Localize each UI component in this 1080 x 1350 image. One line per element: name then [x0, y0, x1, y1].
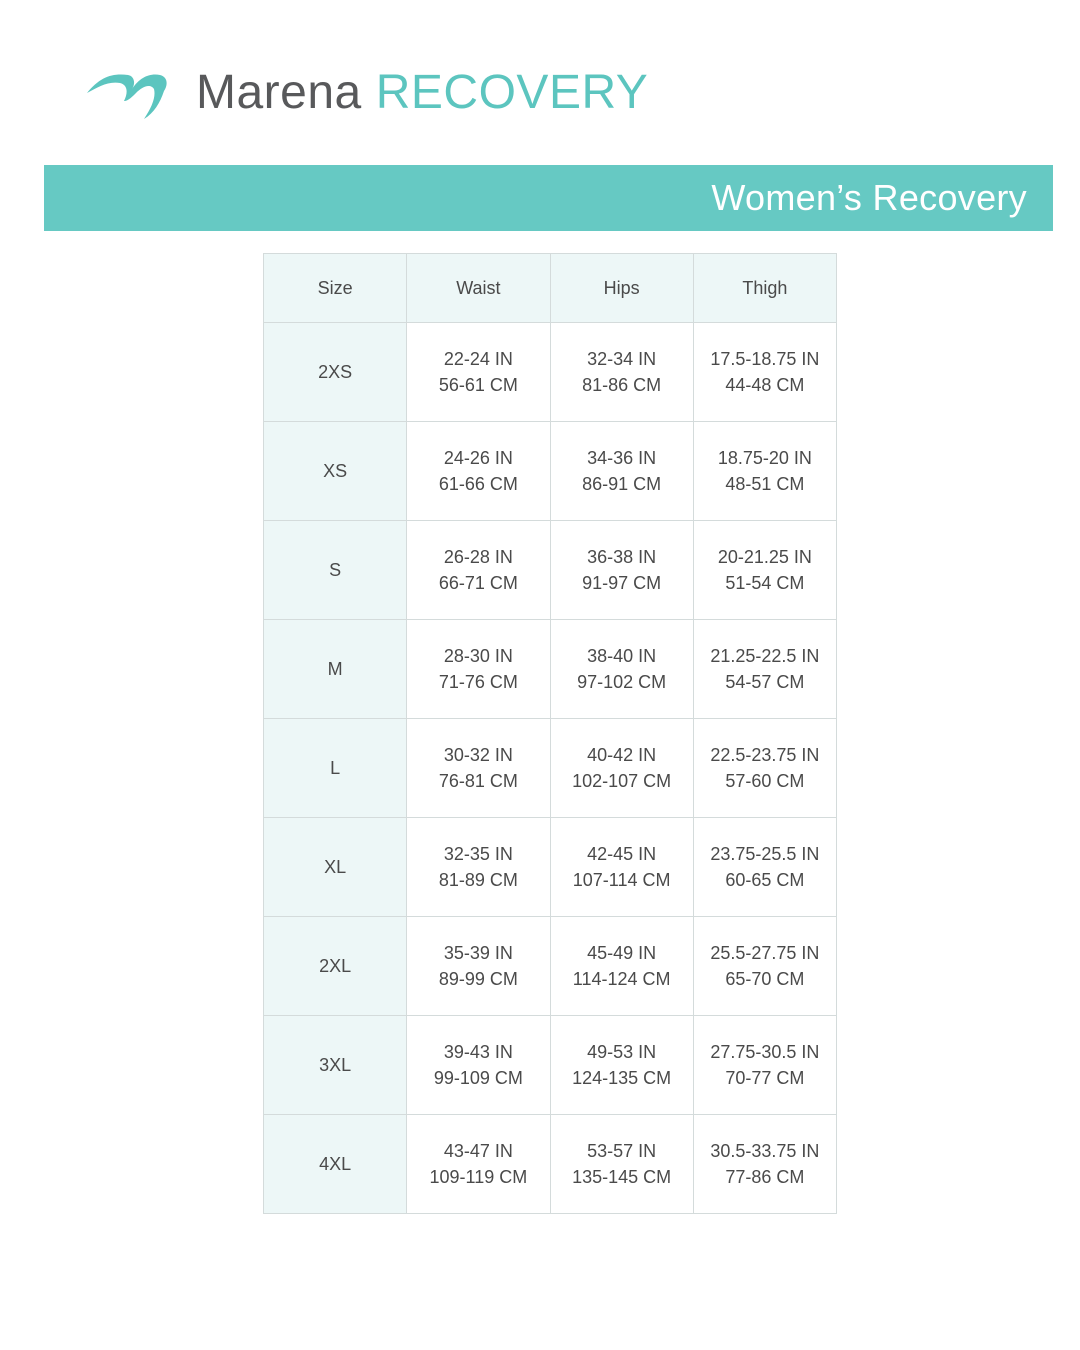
- thigh-centimeters: 70-77 CM: [725, 1068, 805, 1088]
- table-row: [264, 719, 837, 818]
- size-cell: 2XS: [264, 323, 407, 422]
- hips-inches: 36-38 IN: [587, 547, 657, 567]
- hips-centimeters: 86-91 CM: [582, 474, 662, 494]
- hips-centimeters: 97-102 CM: [577, 672, 667, 692]
- waist-inches: 43-47 IN: [443, 1141, 513, 1161]
- waist-cell: [407, 917, 550, 1016]
- hips-centimeters: 102-107 CM: [572, 771, 672, 791]
- waist-inches: 24-26 IN: [443, 448, 513, 468]
- waist-cell: [407, 323, 550, 422]
- thigh-cell: [693, 323, 836, 422]
- size-cell: M: [264, 620, 407, 719]
- waist-centimeters: 76-81 CM: [438, 771, 518, 791]
- table-row: [264, 917, 837, 1016]
- waist-cell: [407, 422, 550, 521]
- header-size: Size: [264, 254, 407, 323]
- hips-centimeters: 124-135 CM: [572, 1068, 672, 1088]
- waist-cell: [407, 818, 550, 917]
- thigh-inches: 30.5-33.75 IN: [710, 1141, 820, 1161]
- size-cell: L: [264, 719, 407, 818]
- thigh-cell: [693, 917, 836, 1016]
- hips-inches: 45-49 IN: [587, 943, 657, 963]
- size-cell: XL: [264, 818, 407, 917]
- header-waist: Waist: [407, 254, 550, 323]
- hips-cell: [550, 521, 693, 620]
- table-row: [264, 1016, 837, 1115]
- table-row: [264, 422, 837, 521]
- thigh-cell: [693, 620, 836, 719]
- thigh-cell: [693, 422, 836, 521]
- hips-inches: 53-57 IN: [587, 1141, 657, 1161]
- brand-sub: RECOVERY: [375, 66, 649, 119]
- thigh-inches: 20-21.25 IN: [717, 547, 812, 567]
- thigh-centimeters: 44-48 CM: [725, 375, 805, 395]
- thigh-cell: [693, 818, 836, 917]
- thigh-cell: [693, 521, 836, 620]
- size-cell: XS: [264, 422, 407, 521]
- size-rows: [264, 323, 837, 1214]
- size-cell: S: [264, 521, 407, 620]
- waist-centimeters: 81-89 CM: [438, 870, 518, 890]
- size-cell: 4XL: [264, 1115, 407, 1214]
- hips-centimeters: 135-145 CM: [572, 1167, 672, 1187]
- thigh-inches: 17.5-18.75 IN: [710, 349, 820, 369]
- hips-inches: 38-40 IN: [587, 646, 657, 666]
- waist-cell: [407, 620, 550, 719]
- hips-inches: 32-34 IN: [587, 349, 657, 369]
- waist-centimeters: 99-109 CM: [433, 1068, 523, 1088]
- thigh-inches: 22.5-23.75 IN: [710, 745, 820, 765]
- waist-inches: 26-28 IN: [443, 547, 513, 567]
- waist-inches: 39-43 IN: [443, 1042, 513, 1062]
- waist-cell: [407, 1115, 550, 1214]
- brand-name: Marena: [196, 66, 362, 119]
- marena-wave-logo-icon: [84, 61, 184, 125]
- thigh-inches: 18.75-20 IN: [717, 448, 812, 468]
- thigh-inches: 21.25-22.5 IN: [710, 646, 820, 666]
- table-row: [264, 521, 837, 620]
- thigh-centimeters: 57-60 CM: [725, 771, 805, 791]
- thigh-centimeters: 48-51 CM: [725, 474, 805, 494]
- waist-inches: 35-39 IN: [443, 943, 513, 963]
- hips-cell: [550, 323, 693, 422]
- waist-cell: [407, 521, 550, 620]
- thigh-inches: 23.75-25.5 IN: [710, 844, 820, 864]
- hips-centimeters: 114-124 CM: [572, 969, 671, 989]
- brand-logo: [84, 58, 648, 128]
- waist-centimeters: 71-76 CM: [438, 672, 518, 692]
- hips-cell: [550, 1115, 693, 1214]
- thigh-inches: 27.75-30.5 IN: [710, 1042, 820, 1062]
- hips-inches: 49-53 IN: [587, 1042, 657, 1062]
- waist-centimeters: 109-119 CM: [429, 1167, 528, 1187]
- thigh-cell: [693, 1115, 836, 1214]
- waist-centimeters: 56-61 CM: [438, 375, 518, 395]
- header-hips: Hips: [550, 254, 693, 323]
- hips-centimeters: 91-97 CM: [582, 573, 662, 593]
- waist-centimeters: 89-99 CM: [438, 969, 518, 989]
- size-chart-table: [263, 253, 837, 1214]
- section-banner: [44, 165, 1053, 231]
- waist-centimeters: 61-66 CM: [438, 474, 518, 494]
- size-cell: 2XL: [264, 917, 407, 1016]
- table-row: [264, 620, 837, 719]
- hips-cell: [550, 1016, 693, 1115]
- size-cell: 3XL: [264, 1016, 407, 1115]
- hips-centimeters: 107-114 CM: [572, 870, 671, 890]
- hips-inches: 42-45 IN: [587, 844, 657, 864]
- waist-inches: 32-35 IN: [443, 844, 513, 864]
- table-row: [264, 1115, 837, 1214]
- banner-title: Women’s Recovery: [711, 177, 1027, 218]
- thigh-centimeters: 65-70 CM: [725, 969, 805, 989]
- thigh-centimeters: 51-54 CM: [725, 573, 805, 593]
- table-row: [264, 323, 837, 422]
- header-thigh: Thigh: [693, 254, 836, 323]
- thigh-centimeters: 54-57 CM: [725, 672, 805, 692]
- waist-cell: [407, 1016, 550, 1115]
- table-header-row: [264, 254, 837, 323]
- hips-centimeters: 81-86 CM: [582, 375, 662, 395]
- thigh-centimeters: 77-86 CM: [725, 1167, 805, 1187]
- hips-cell: [550, 620, 693, 719]
- thigh-centimeters: 60-65 CM: [725, 870, 805, 890]
- thigh-cell: [693, 719, 836, 818]
- hips-inches: 34-36 IN: [587, 448, 657, 468]
- waist-cell: [407, 719, 550, 818]
- hips-cell: [550, 917, 693, 1016]
- hips-inches: 40-42 IN: [587, 745, 657, 765]
- waist-centimeters: 66-71 CM: [438, 573, 518, 593]
- thigh-inches: 25.5-27.75 IN: [710, 943, 820, 963]
- table-row: [264, 818, 837, 917]
- waist-inches: 28-30 IN: [443, 646, 513, 666]
- waist-inches: 22-24 IN: [443, 349, 513, 369]
- thigh-cell: [693, 1016, 836, 1115]
- waist-inches: 30-32 IN: [443, 745, 513, 765]
- hips-cell: [550, 818, 693, 917]
- hips-cell: [550, 422, 693, 521]
- hips-cell: [550, 719, 693, 818]
